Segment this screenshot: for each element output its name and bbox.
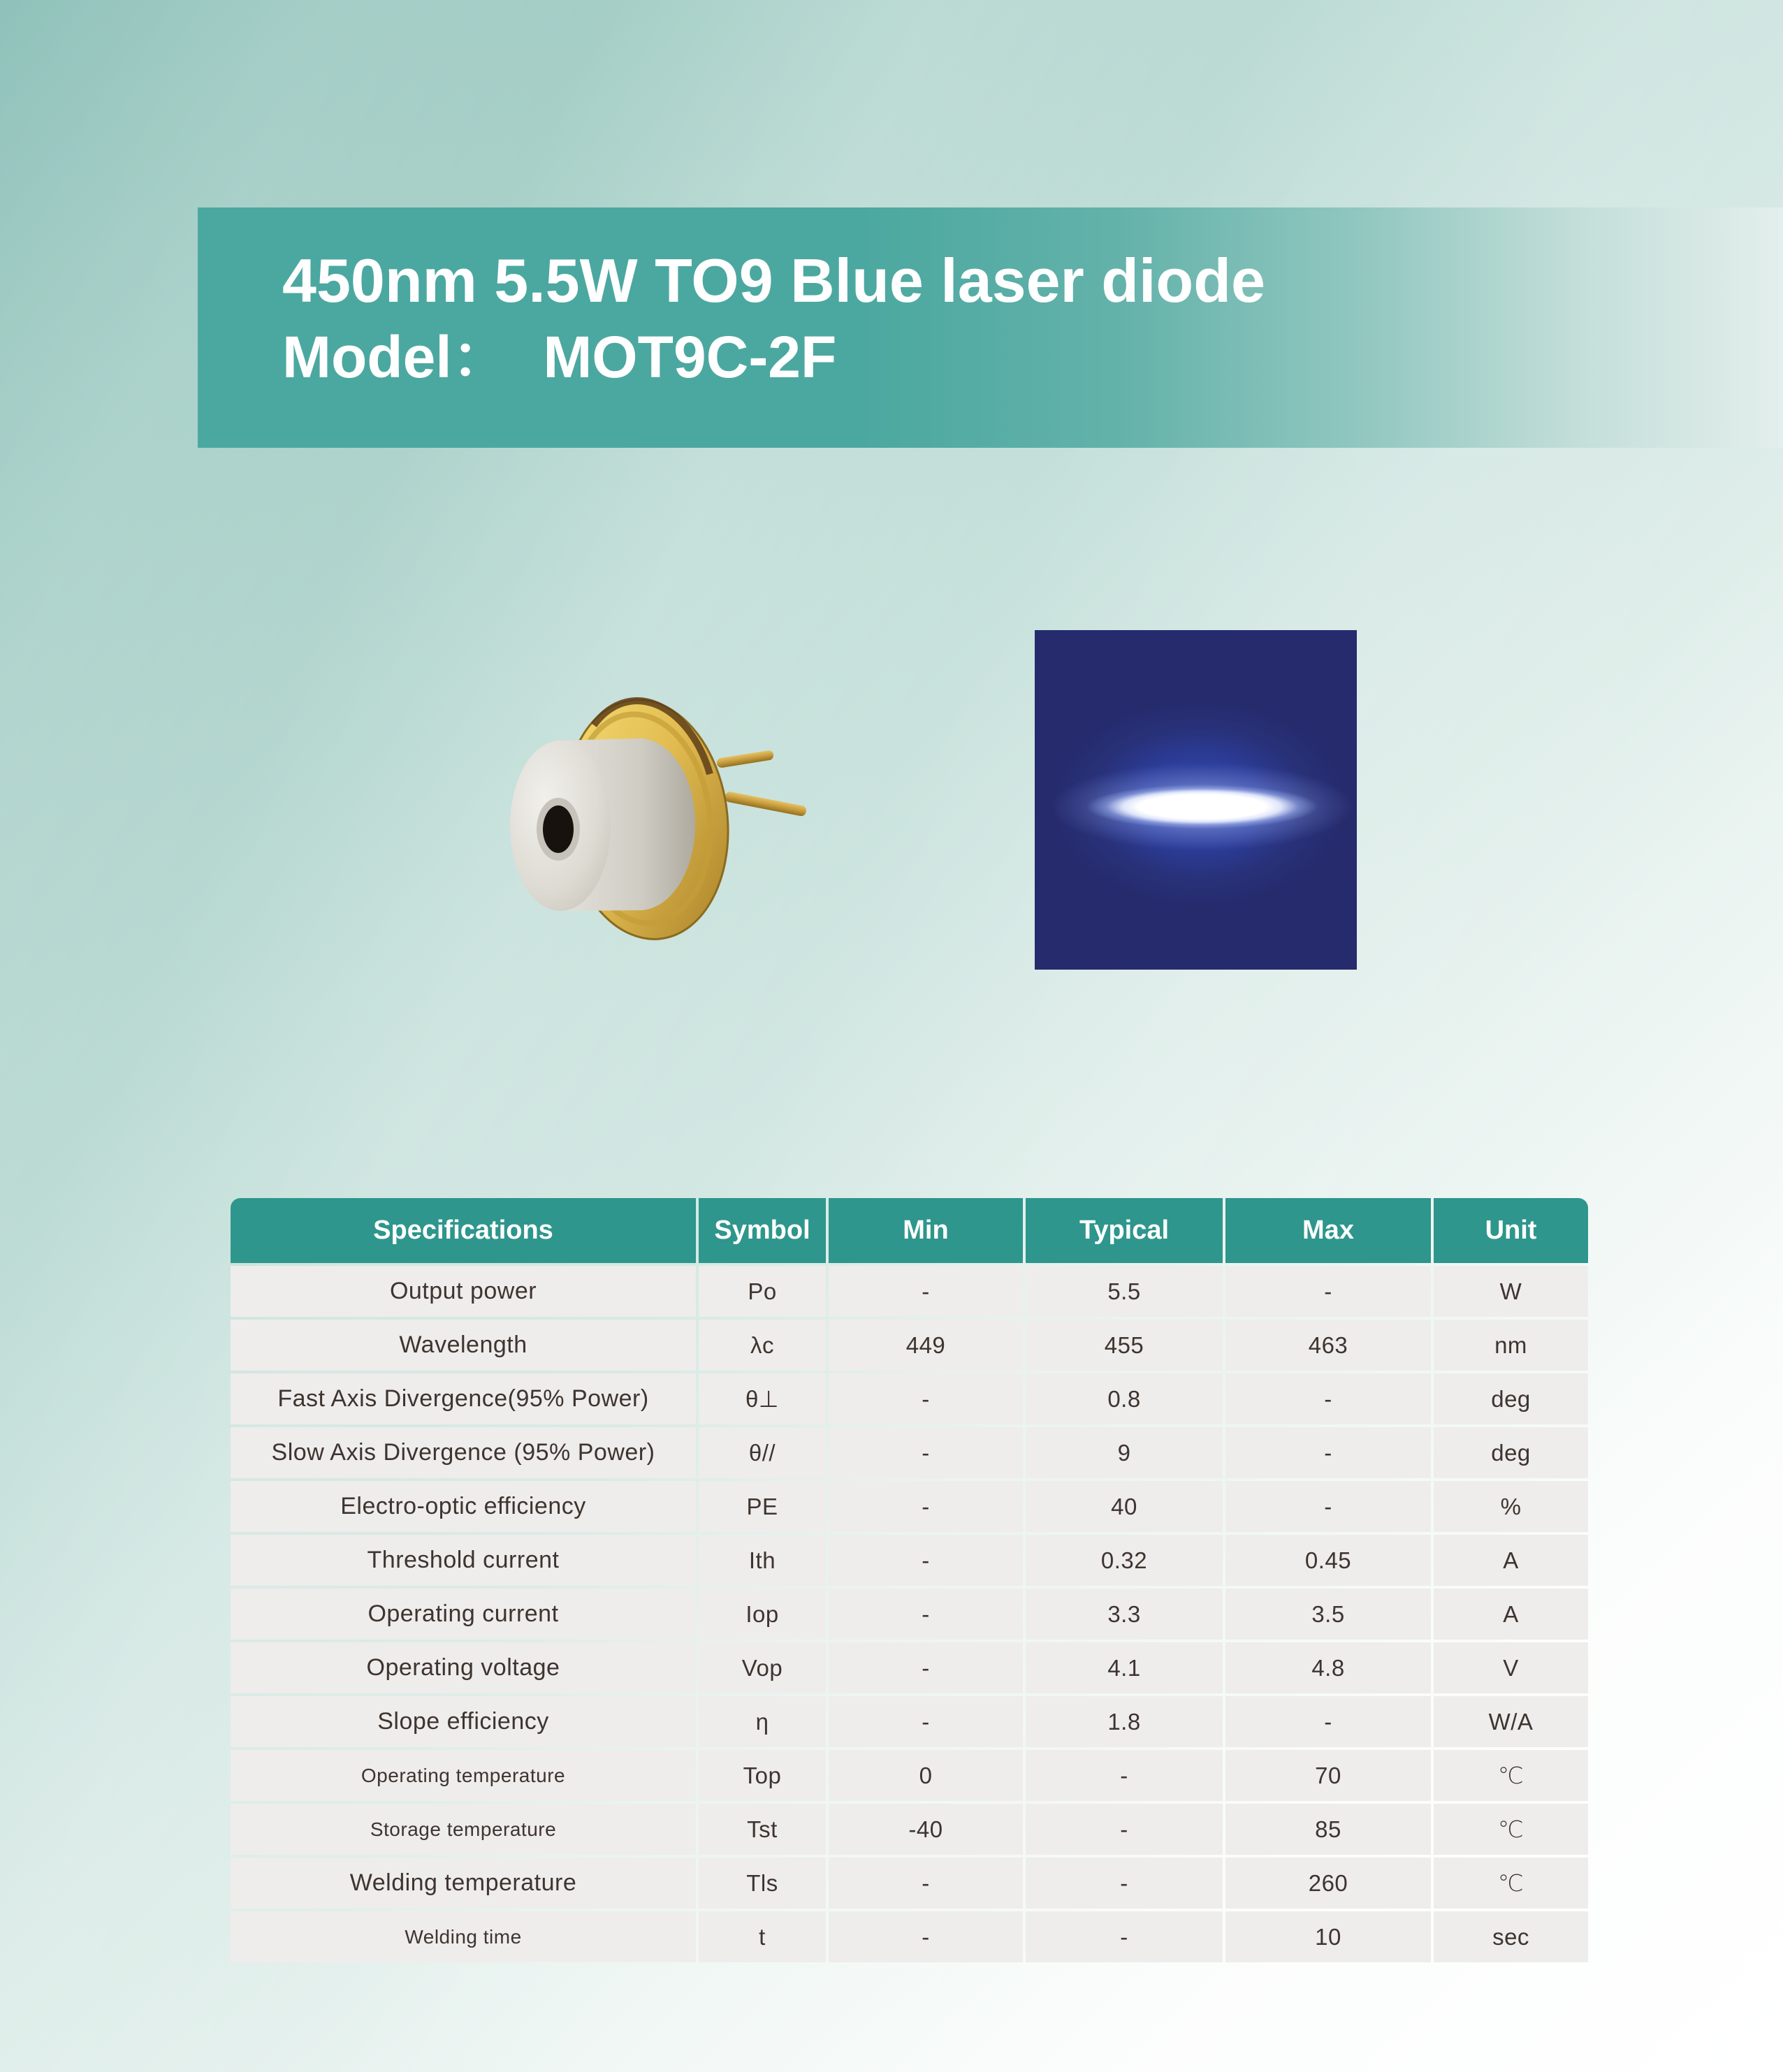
spec-value-cell: sec xyxy=(1434,1911,1588,1962)
spec-value-cell: 3.5 xyxy=(1225,1589,1431,1640)
spec-value-cell: - xyxy=(829,1266,1023,1317)
spec-name-cell: Operating temperature xyxy=(231,1750,696,1801)
spec-value-cell: Tls xyxy=(699,1858,826,1909)
spec-value-cell: PE xyxy=(699,1481,826,1532)
column-header: Specifications xyxy=(231,1198,696,1263)
spec-value-cell: ℃ xyxy=(1434,1750,1588,1801)
spec-value-cell: 4.1 xyxy=(1026,1642,1223,1693)
spec-value-cell: 0.32 xyxy=(1026,1535,1223,1586)
spec-value-cell: - xyxy=(829,1696,1023,1747)
beam-pattern-photo xyxy=(1035,630,1357,970)
diode-illustration xyxy=(489,685,880,978)
spec-value-cell: λc xyxy=(699,1320,826,1371)
spec-value-cell: - xyxy=(829,1373,1023,1424)
spec-name-cell: Output power xyxy=(231,1266,696,1317)
spec-value-cell: 455 xyxy=(1026,1320,1223,1371)
spec-value-cell: Tst xyxy=(699,1804,826,1855)
spec-value-cell: % xyxy=(1434,1481,1588,1532)
spec-value-cell: - xyxy=(829,1481,1023,1532)
column-header: Typical xyxy=(1026,1198,1223,1263)
spec-table xyxy=(231,1198,1588,1962)
spec-value-cell: - xyxy=(829,1427,1023,1478)
spec-name-cell: Electro-optic efficiency xyxy=(231,1481,696,1532)
spec-name-cell: Operating current xyxy=(231,1589,696,1640)
spec-value-cell: deg xyxy=(1434,1373,1588,1424)
spec-value-cell: 5.5 xyxy=(1026,1266,1223,1317)
spec-value-cell: ℃ xyxy=(1434,1804,1588,1855)
spec-name-cell: Slow Axis Divergence (95% Power) xyxy=(231,1427,696,1478)
spec-value-cell: 9 xyxy=(1026,1427,1223,1478)
spec-value-cell: - xyxy=(1026,1750,1223,1801)
spec-value-cell: - xyxy=(1225,1481,1431,1532)
spec-value-cell: 3.3 xyxy=(1026,1589,1223,1640)
diode-photo xyxy=(489,685,880,978)
spec-value-cell: 449 xyxy=(829,1320,1023,1371)
spec-value-cell: 40 xyxy=(1026,1481,1223,1532)
spec-value-cell: -40 xyxy=(829,1804,1023,1855)
spec-value-cell: θ⊥ xyxy=(699,1373,826,1424)
product-title: 450nm 5.5W TO9 Blue laser diode xyxy=(282,246,1265,315)
spec-name-cell: Wavelength xyxy=(231,1320,696,1371)
spec-value-cell: W xyxy=(1434,1266,1588,1317)
spec-value-cell: - xyxy=(1225,1696,1431,1747)
spec-name-cell: Threshold current xyxy=(231,1535,696,1586)
spec-name-cell: Fast Axis Divergence(95% Power) xyxy=(231,1373,696,1424)
diode-pin-top xyxy=(716,750,774,768)
spec-value-cell: 0.8 xyxy=(1026,1373,1223,1424)
spec-value-cell: - xyxy=(829,1589,1023,1640)
spec-value-cell: - xyxy=(829,1642,1023,1693)
spec-value-cell: - xyxy=(1225,1427,1431,1478)
spec-name-cell: Welding temperature xyxy=(231,1858,696,1909)
spec-value-cell: θ// xyxy=(699,1427,826,1478)
spec-value-cell: - xyxy=(1026,1858,1223,1909)
spec-value-cell: 70 xyxy=(1225,1750,1431,1801)
spec-name-cell: Welding time xyxy=(231,1911,696,1962)
spec-name-cell: Operating voltage xyxy=(231,1642,696,1693)
diode-pin-bottom xyxy=(724,791,807,817)
spec-value-cell: - xyxy=(1225,1266,1431,1317)
spec-value-cell: 463 xyxy=(1225,1320,1431,1371)
title-banner xyxy=(198,207,1783,448)
spec-value-cell: - xyxy=(1225,1373,1431,1424)
column-header: Min xyxy=(829,1198,1023,1263)
spec-value-cell: 0 xyxy=(829,1750,1023,1801)
spec-value-cell: 4.8 xyxy=(1225,1642,1431,1693)
spec-value-cell: A xyxy=(1434,1535,1588,1586)
spec-value-cell: Top xyxy=(699,1750,826,1801)
spec-value-cell: 1.8 xyxy=(1026,1696,1223,1747)
diode-aperture xyxy=(537,798,580,861)
spec-value-cell: Vop xyxy=(699,1642,826,1693)
spec-value-cell: 260 xyxy=(1225,1858,1431,1909)
spec-value-cell: Po xyxy=(699,1266,826,1317)
product-model: Model： MOT9C-2F xyxy=(282,324,837,390)
spec-value-cell: - xyxy=(829,1911,1023,1962)
spec-value-cell: Ith xyxy=(699,1535,826,1586)
spec-name-cell: Storage temperature xyxy=(231,1804,696,1855)
spec-value-cell: Iop xyxy=(699,1589,826,1640)
spec-value-cell: 85 xyxy=(1225,1804,1431,1855)
spec-value-cell: W/A xyxy=(1434,1696,1588,1747)
spec-name-cell: Slope efficiency xyxy=(231,1696,696,1747)
column-header: Unit xyxy=(1434,1198,1588,1263)
spec-value-cell: η xyxy=(699,1696,826,1747)
spec-value-cell: ℃ xyxy=(1434,1858,1588,1909)
column-header: Symbol xyxy=(699,1198,826,1263)
spec-value-cell: - xyxy=(829,1858,1023,1909)
spec-value-cell: 10 xyxy=(1225,1911,1431,1962)
diode-pins xyxy=(716,750,807,817)
spec-value-cell: deg xyxy=(1434,1427,1588,1478)
spec-value-cell: t xyxy=(699,1911,826,1962)
spec-value-cell: A xyxy=(1434,1589,1588,1640)
spec-value-cell: 0.45 xyxy=(1225,1535,1431,1586)
spec-value-cell: V xyxy=(1434,1642,1588,1693)
spec-value-cell: - xyxy=(829,1535,1023,1586)
spec-value-cell: - xyxy=(1026,1804,1223,1855)
spec-value-cell: - xyxy=(1026,1911,1223,1962)
column-header: Max xyxy=(1225,1198,1431,1263)
spec-value-cell: nm xyxy=(1434,1320,1588,1371)
